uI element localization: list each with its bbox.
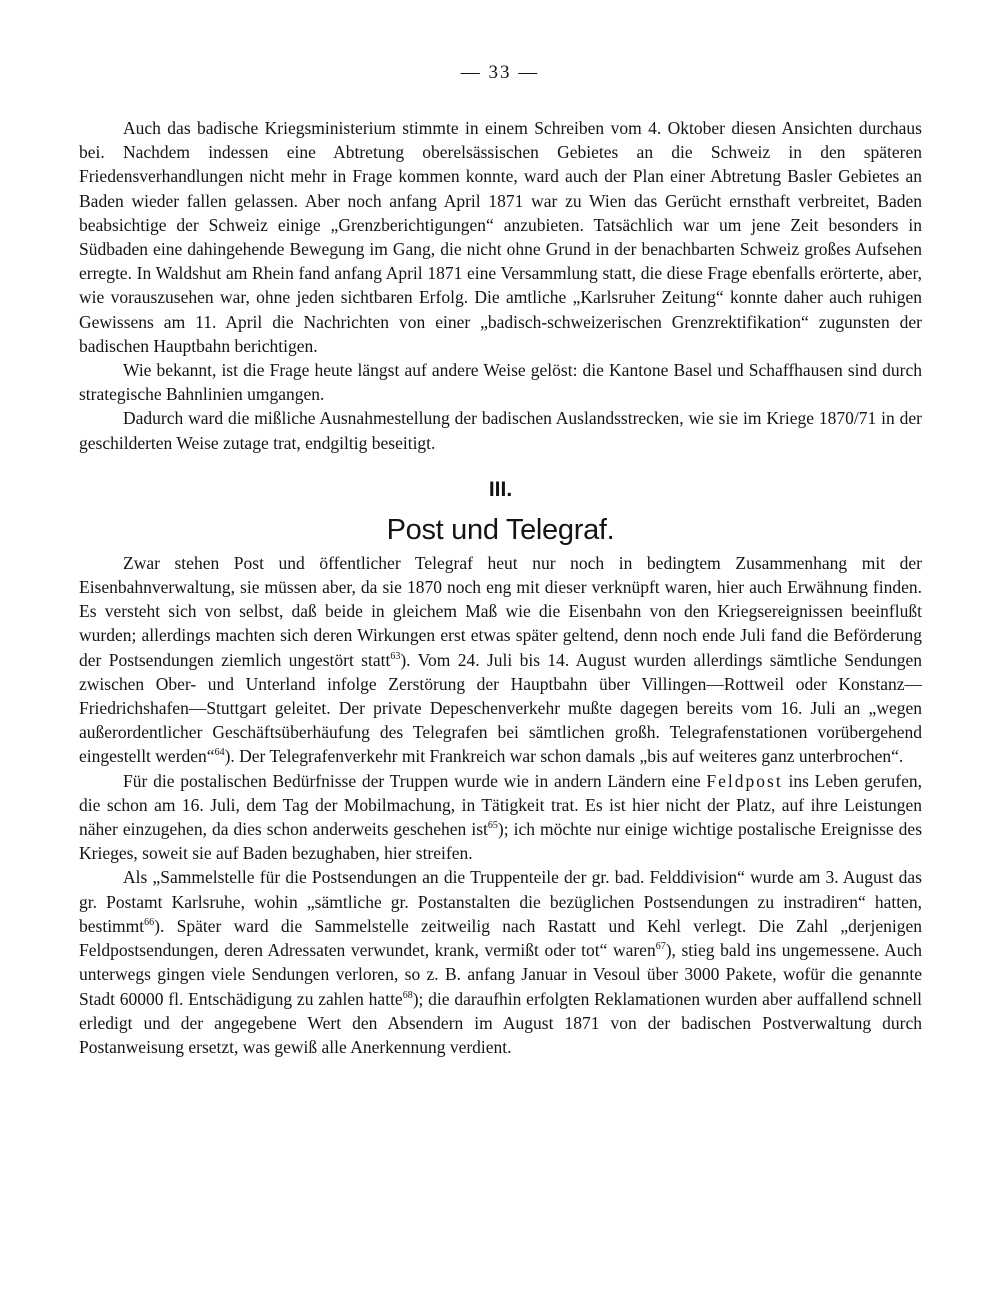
- text-run: Für die postalischen Bedürfnisse der Truppen wurde wie in andern Ländern eine: [123, 770, 707, 791]
- footnote-ref: 63: [390, 650, 401, 662]
- section-numeral: III.: [488, 477, 513, 501]
- footnote-ref: 65: [487, 820, 498, 832]
- text-run: ins Leben gerufen, die schon am 16. Juli, dem Tag der Mobilmachung, in Tätigkeit trat. Es ist hier nicht der Platz, auf ihre Leistungen näher einzugehen, da dies schon anderweits geschehen ist: [79, 770, 922, 840]
- text-run: ). Später ward die Sammelstelle zeitweilig nach Rastatt und Kehl verlegt. Die Zahl „derjenigen Feldpostsendungen, deren Adressaten verwundet, krank, vermißt oder tot“ waren: [79, 915, 922, 961]
- paragraph-1: Auch das badische Kriegsministerium stimmte in einem Schreiben vom 4. Oktober diesen Ansichten durchaus bei. Nachdem indessen eine Abtretung oberelsässischen Gebietes an die Schweiz in den späteren Friedensverhandlungen nicht mehr in Frage kommen konnte, ward auch der Plan einer Abtretung Basler Gebietes an Baden wieder fallen gelassen. Aber noch anfang April 1871 war zu Wien das Gerücht ernsthaft verbreitet, Baden beabsichtige der Schweiz einige „Grenzberichtigungen“ anzubieten. Tatsächlich war um jene Zeit besonders in Südbaden eine dahingehende Bewegung im Gang, die nicht ohne Grund in der benachbarten Schweiz großes Aufsehen erregte. In Waldshut am Rhein fand anfang April 1871 eine Versammlung statt, die diese Frage ebenfalls erörterte, aber, wie vorauszusehen war, ohne jeden sichtbaren Erfolg. Die amtliche „Karlsruher Zeitung“ konnte daher auch ruhigen Gewissens am 11. April die Nachrichten von einer „badisch-schweizerischen Grenzrektifikation“ zugunsten der badischen Hauptbahn berichtigen.: [79, 118, 922, 356]
- page-body: [79, 116, 922, 1059]
- text-run: Zwar stehen Post und öffentlicher Telegraf heut nur noch in bedingtem Zusammenhang mit der Eisenbahnverwaltung, sie müssen aber, da sie 1870 noch eng mit dieser verknüpft waren, hier auch Erwähnung finden. Es versteht sich von selbst, daß beide in gleichem Maß wie die Eisenbahn von den Kriegsereignissen beeinflußt wurden; allerdings machten sich deren Wirkungen erst etwas später geltend, denn noch ende Juli fand die Beförderung der Postsendungen ziemlich ungestört statt: [79, 552, 922, 670]
- footnote-ref: 68: [402, 989, 413, 1001]
- section-title: Post und Telegraf.: [386, 513, 615, 546]
- paragraph-5: [79, 769, 922, 866]
- footnote-ref: 64: [214, 747, 225, 759]
- paragraph-4: [79, 551, 922, 769]
- emphasis-spaced: Feldpost: [706, 770, 783, 791]
- page-number: — 33 —: [460, 62, 540, 83]
- text-run: Als „Sammelstelle für die Postsendungen an die Truppenteile der gr. bad. Felddivision“ wurde am 3. August das gr. Postamt Karlsruhe, wohin „sämtliche gr. Postanstalten die bezüglichen Postsendungen zu instradiren“ hatten, bestimmt: [79, 867, 922, 936]
- text-run: ), stieg bald ins ungemessene. Auch unterwegs gingen viele Sendungen verloren, so z. B. anfang Januar in Vesoul über 3000 Pakete, wofür die genannte Stadt 60000 fl. Entschädigung zu zahlen hatte: [79, 940, 922, 1009]
- text-run: ). Vom 24. Juli bis 14. August wurden allerdings sämtliche Sendungen zwischen Ober- und Unterland infolge Zerstörung der Hauptbahn über Villingen—Rottweil oder Konstanz—Friedrichshafen—Stuttgart geleitet. Der private Depeschenverkehr mußte dagegen bereits vom 16. Juli an „wegen außerordentlicher Geschäftsüberhäufung des Telegrafen bei sämtlichen großh. Telegrafenstationen vorübergehend eingestellt werden“: [79, 649, 922, 767]
- text-run: ). Der Telegrafenverkehr mit Frankreich war schon damals „bis auf weiteres ganz unterbrochen“.: [224, 746, 904, 767]
- footnote-ref: 67: [655, 941, 666, 953]
- text-run: ); die daraufhin erfolgten Reklamationen wurden aber auffallend schnell erledigt und der angegebene Wert den Absendern im August 1871 von der badischen Postverwaltung durch Postanweisung ersetzt, was gewiß alle Anerkennung verdient.: [79, 988, 922, 1057]
- paragraph-2: Wie bekannt, ist die Frage heute längst auf andere Weise gelöst: die Kantone Basel und Schaffhausen sind durch strategische Bahnlinien umgangen.: [79, 360, 922, 405]
- footnote-ref: 66: [144, 917, 155, 929]
- paragraph-6: [79, 865, 922, 1059]
- paragraph-3: Dadurch ward die mißliche Ausnahmestellung der badischen Auslandsstrecken, wie sie im Kriege 1870/71 in der geschilderten Weise zutage trat, endgiltig beseitigt.: [79, 408, 922, 453]
- text-run: ); ich möchte nur einige wichtige postalische Ereignisse des Krieges, soweit sie auf Baden bezughaben, hier streifen.: [79, 819, 923, 864]
